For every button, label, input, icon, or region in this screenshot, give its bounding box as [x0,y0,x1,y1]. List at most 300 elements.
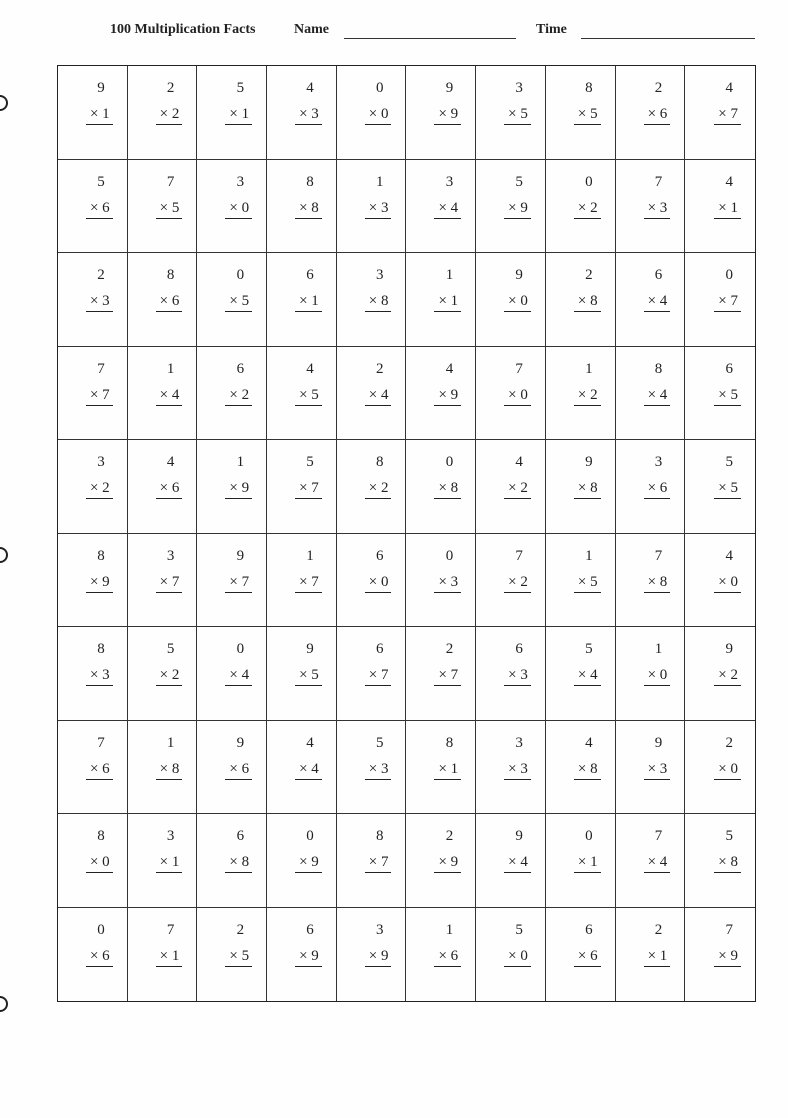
multiplicand: 3 [375,921,384,938]
problem-cell[interactable] [546,440,616,534]
problem-cell[interactable] [685,627,755,721]
problem [86,174,113,219]
problem [86,80,113,125]
problem [365,641,392,686]
multiplicand: 7 [166,173,175,190]
problem [365,735,392,780]
multiplier: × 5 [225,293,252,312]
problem-cell[interactable] [476,253,546,347]
problem-cell[interactable] [685,160,755,254]
problem [295,548,322,593]
multiplication-grid [57,65,756,1002]
multiplicand: 3 [97,454,105,470]
problem-cell[interactable] [616,253,686,347]
problem-cell[interactable] [337,534,407,628]
problem-cell[interactable] [197,534,267,628]
problem [295,828,322,873]
problem-cell[interactable] [685,534,755,628]
problem [504,922,531,967]
multiplicand: 4 [445,360,454,377]
multiplicand: 1 [585,360,593,377]
multiplier: × 4 [225,667,252,686]
multiplier: × 5 [714,387,741,406]
problem-cell[interactable] [197,66,267,160]
multiplier: × 9 [504,200,531,219]
multiplier: × 7 [295,574,322,593]
multiplier: × 1 [434,761,461,780]
problem [225,641,252,686]
problem-cell[interactable] [685,908,755,1002]
problem-cell[interactable] [267,814,337,908]
problem [365,548,392,593]
multiplier: × 2 [504,574,531,593]
multiplier: × 1 [574,854,601,873]
multiplier: × 0 [86,854,113,873]
multiplicand: 8 [97,641,105,657]
problem-cell[interactable] [406,908,476,1002]
problem [504,828,531,873]
multiplier: × 1 [156,948,183,967]
problem-cell[interactable] [546,721,616,815]
problem-cell[interactable] [58,253,128,347]
problem [295,454,322,499]
problem [365,454,392,499]
problem-cell[interactable] [406,440,476,534]
problem-cell[interactable] [58,721,128,815]
problem-cell[interactable] [476,440,546,534]
multiplicand: 0 [375,80,384,96]
problem-cell[interactable] [58,908,128,1002]
problem [644,80,671,125]
multiplier: × 5 [504,106,531,125]
multiplier: × 6 [644,106,671,125]
multiplicand: 9 [585,454,593,470]
multiplicand: 8 [306,173,314,190]
multiplicand: 5 [236,80,245,96]
problem-cell[interactable] [58,627,128,721]
multiplier: × 9 [295,948,322,967]
multiplier: × 4 [644,293,671,312]
problem-cell[interactable] [406,66,476,160]
problem-cell[interactable] [128,534,198,628]
problem [156,267,183,312]
problem-cell[interactable] [128,66,198,160]
problem-cell[interactable] [685,253,755,347]
problem-cell[interactable] [476,627,546,721]
multiplicand: 2 [375,360,384,377]
multiplicand: 5 [725,828,733,844]
problem [156,641,183,686]
problem [156,80,183,125]
problem [434,174,461,219]
problem-cell[interactable] [616,347,686,441]
problem [644,828,671,873]
problem-cell[interactable] [546,66,616,160]
problem-cell[interactable] [197,721,267,815]
problem-cell[interactable] [337,721,407,815]
multiplicand: 2 [445,828,454,844]
problem [86,828,113,873]
problem-cell[interactable] [58,440,128,534]
problem [644,548,671,593]
problem [86,922,113,967]
multiplicand: 9 [515,828,523,844]
problem [644,267,671,312]
problem [86,548,113,593]
name-blank-line[interactable] [344,38,516,39]
multiplicand: 8 [445,734,454,751]
problem-cell[interactable] [197,160,267,254]
problem-cell[interactable] [685,66,755,160]
multiplicand: 9 [306,641,314,657]
problem-cell[interactable] [337,347,407,441]
problem-cell[interactable] [197,440,267,534]
problem [225,80,252,125]
multiplier: × 9 [225,480,252,499]
problem [714,174,741,219]
multiplier: × 7 [225,574,252,593]
multiplicand: 7 [97,734,105,751]
problem [504,80,531,125]
time-blank-line[interactable] [581,38,755,39]
problem [365,80,392,125]
problem-cell[interactable] [546,627,616,721]
multiplicand: 1 [585,547,593,564]
problem [225,361,252,406]
problem [714,922,741,967]
problem [434,922,461,967]
problem [504,454,531,499]
multiplicand: 1 [445,921,454,938]
problem [434,80,461,125]
problem [295,361,322,406]
multiplier: × 0 [225,200,252,219]
multiplier: × 3 [86,667,113,686]
problem-cell[interactable] [267,534,337,628]
problem-cell[interactable] [197,347,267,441]
multiplier: × 7 [365,667,392,686]
multiplier: × 8 [574,293,601,312]
multiplicand: 6 [725,360,733,377]
multiplicand: 0 [236,641,245,657]
multiplier: × 8 [574,761,601,780]
multiplier: × 0 [504,948,531,967]
problem [504,361,531,406]
problem [714,361,741,406]
problem [86,735,113,780]
problem [504,267,531,312]
multiplier: × 7 [86,387,113,406]
binder-hole-icon [0,95,8,111]
problem-cell[interactable] [616,814,686,908]
problem-cell[interactable] [685,721,755,815]
problem-cell[interactable] [406,347,476,441]
multiplier: × 2 [504,480,531,499]
problem [156,828,183,873]
multiplier: × 4 [365,387,392,406]
problem-cell[interactable] [197,908,267,1002]
problem [295,174,322,219]
multiplicand: 5 [306,454,314,470]
multiplicand: 6 [306,921,314,938]
problem-cell[interactable] [406,721,476,815]
multiplier: × 1 [644,948,671,967]
problem-cell[interactable] [337,66,407,160]
problem-cell[interactable] [616,721,686,815]
problem-cell[interactable] [546,160,616,254]
problem-cell[interactable] [546,908,616,1002]
multiplicand: 4 [725,80,733,96]
problem [365,267,392,312]
multiplier: × 7 [714,293,741,312]
problem-cell[interactable] [616,160,686,254]
problem-cell[interactable] [616,534,686,628]
multiplier: × 8 [574,480,601,499]
multiplicand: 7 [515,547,523,564]
multiplicand: 6 [236,360,245,377]
multiplier: × 6 [86,761,113,780]
multiplicand: 4 [166,454,175,470]
problem-cell[interactable] [267,627,337,721]
problem [574,548,601,593]
multiplicand: 4 [585,734,593,751]
multiplier: × 4 [434,200,461,219]
problem [156,454,183,499]
problem [644,735,671,780]
problem-cell[interactable] [476,66,546,160]
problem [504,548,531,593]
multiplicand: 6 [654,267,663,283]
problem-cell[interactable] [58,814,128,908]
multiplier: × 4 [156,387,183,406]
multiplicand: 6 [236,828,245,844]
multiplicand: 5 [725,454,733,470]
problem-cell[interactable] [476,721,546,815]
multiplier: × 3 [365,200,392,219]
problem-cell[interactable] [337,253,407,347]
problem [434,454,461,499]
problem-cell[interactable] [546,814,616,908]
problem [86,267,113,312]
multiplier: × 5 [574,574,601,593]
multiplier: × 4 [295,761,322,780]
problem-cell[interactable] [128,721,198,815]
multiplier: × 1 [295,293,322,312]
multiplier: × 8 [225,854,252,873]
multiplier: × 9 [86,574,113,593]
problem-cell[interactable] [337,160,407,254]
problem [295,267,322,312]
problem-cell[interactable] [546,253,616,347]
problem [644,174,671,219]
name-label: Name [294,22,329,37]
problem-cell[interactable] [197,814,267,908]
problem-cell[interactable] [406,534,476,628]
problem-cell[interactable] [337,814,407,908]
problem-cell[interactable] [267,721,337,815]
problem [156,735,183,780]
problem [504,641,531,686]
problem [644,641,671,686]
problem-cell[interactable] [476,908,546,1002]
problem-cell[interactable] [616,440,686,534]
multiplier: × 2 [574,387,601,406]
multiplier: × 3 [295,106,322,125]
problem [574,922,601,967]
problem [86,361,113,406]
problem-cell[interactable] [128,347,198,441]
problem-cell[interactable] [128,908,198,1002]
problem [225,267,252,312]
multiplicand: 4 [725,547,733,564]
problem [365,361,392,406]
multiplicand: 6 [306,267,314,283]
multiplicand: 1 [375,173,384,190]
problem-cell[interactable] [476,814,546,908]
problem-cell[interactable] [128,814,198,908]
multiplier: × 8 [434,480,461,499]
problem [504,174,531,219]
multiplicand: 8 [97,828,105,844]
worksheet-header [110,20,760,44]
problem-cell[interactable] [616,66,686,160]
multiplier: × 3 [504,667,531,686]
multiplier: × 5 [574,106,601,125]
multiplicand: 1 [166,734,175,751]
problem [225,548,252,593]
problem-cell[interactable] [128,440,198,534]
problem-cell[interactable] [685,347,755,441]
problem [86,454,113,499]
multiplier: × 6 [225,761,252,780]
multiplier: × 7 [295,480,322,499]
problem-cell[interactable] [58,534,128,628]
multiplicand: 7 [97,360,105,377]
multiplier: × 3 [504,761,531,780]
problem-cell[interactable] [685,440,755,534]
multiplier: × 1 [156,854,183,873]
multiplicand: 3 [515,80,523,96]
problem-cell[interactable] [476,534,546,628]
problem-cell[interactable] [685,814,755,908]
problem [574,641,601,686]
multiplier: × 1 [225,106,252,125]
multiplier: × 5 [156,200,183,219]
problem [714,80,741,125]
multiplier: × 0 [365,106,392,125]
multiplicand: 9 [654,734,663,751]
problem-cell[interactable] [58,66,128,160]
problem [295,641,322,686]
problem [365,174,392,219]
problem [225,174,252,219]
problem-cell[interactable] [267,66,337,160]
multiplier: × 6 [574,948,601,967]
multiplier: × 5 [225,948,252,967]
multiplier: × 3 [644,761,671,780]
problem-cell[interactable] [58,347,128,441]
multiplier: × 6 [86,948,113,967]
problem-cell[interactable] [616,627,686,721]
multiplier: × 2 [156,106,183,125]
multiplier: × 3 [365,761,392,780]
problem-cell[interactable] [406,814,476,908]
multiplier: × 0 [504,387,531,406]
problem-cell[interactable] [337,908,407,1002]
multiplicand: 0 [236,267,245,283]
multiplicand: 0 [585,173,593,190]
problem-cell[interactable] [267,908,337,1002]
multiplicand: 3 [654,454,663,470]
problem [156,361,183,406]
multiplicand: 7 [654,547,663,564]
multiplicand: 3 [445,173,454,190]
problem [574,454,601,499]
multiplicand: 3 [375,267,384,283]
problem-cell[interactable] [58,160,128,254]
problem-cell[interactable] [267,347,337,441]
problem-cell[interactable] [406,627,476,721]
multiplicand: 2 [97,267,105,283]
problem-cell[interactable] [406,253,476,347]
problem [574,174,601,219]
multiplicand: 1 [166,360,175,377]
multiplicand: 2 [654,921,663,938]
multiplier: × 0 [644,667,671,686]
problem-cell[interactable] [128,160,198,254]
problem [295,80,322,125]
multiplicand: 0 [585,828,593,844]
multiplicand: 0 [97,921,105,938]
problem-cell[interactable] [546,347,616,441]
multiplicand: 7 [166,921,175,938]
problem-cell[interactable] [616,908,686,1002]
problem [714,548,741,593]
multiplicand: 4 [725,173,733,190]
problem-cell[interactable] [476,160,546,254]
problem-cell[interactable] [546,534,616,628]
problem-cell[interactable] [267,440,337,534]
multiplier: × 2 [225,387,252,406]
multiplier: × 9 [295,854,322,873]
multiplicand: 9 [515,267,523,283]
multiplier: × 6 [156,293,183,312]
binder-hole-icon [0,996,8,1012]
multiplicand: 1 [445,267,454,283]
time-label: Time [536,22,567,37]
problem-cell[interactable] [128,627,198,721]
problem-cell[interactable] [267,253,337,347]
multiplier: × 8 [644,574,671,593]
problem-cell[interactable] [406,160,476,254]
problem-cell[interactable] [128,253,198,347]
multiplicand: 9 [445,80,454,96]
multiplicand: 1 [236,454,245,470]
problem-cell[interactable] [337,440,407,534]
multiplier: × 0 [714,761,741,780]
multiplier: × 0 [504,293,531,312]
problem-cell[interactable] [337,627,407,721]
problem [295,922,322,967]
problem [714,828,741,873]
problem-cell[interactable] [267,160,337,254]
multiplicand: 8 [375,828,384,844]
problem-cell[interactable] [197,253,267,347]
multiplicand: 6 [375,547,384,564]
problem-cell[interactable] [197,627,267,721]
multiplier: × 3 [434,574,461,593]
problem-cell[interactable] [476,347,546,441]
